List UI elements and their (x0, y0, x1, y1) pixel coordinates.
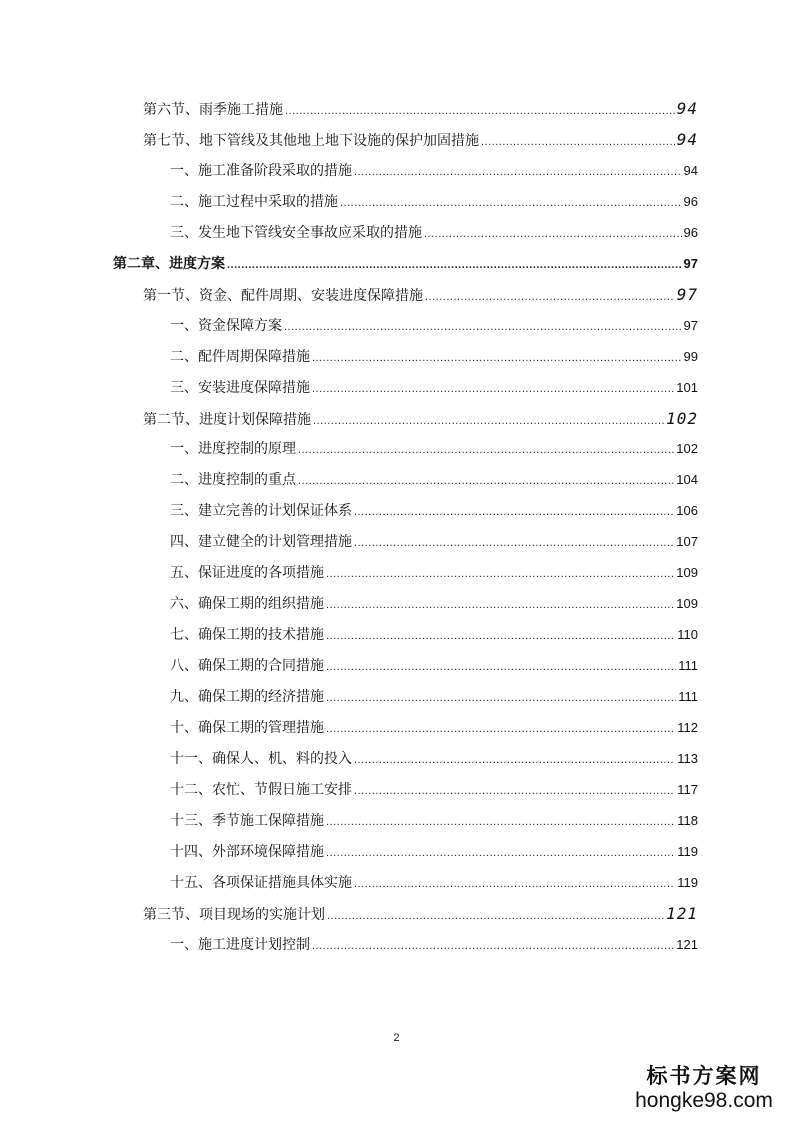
toc-entry-number: 二、 (170, 194, 198, 210)
toc-section-entry[interactable] (143, 131, 698, 151)
toc-dot-leader (326, 596, 674, 614)
toc-entry-page: 97 (683, 256, 698, 271)
toc-entry-page: 97 (676, 285, 698, 304)
toc-item-entry[interactable] (170, 533, 698, 552)
toc-entry-title: 第三节、项目现场的实施计划 (143, 907, 325, 923)
toc-entry-number: 二、 (170, 472, 198, 488)
toc-dot-leader (354, 875, 675, 893)
watermark-logo (629, 1060, 779, 1112)
toc-item-entry[interactable] (170, 626, 698, 645)
toc-entry-page: 118 (677, 813, 698, 828)
toc-entry-title: 确保工期的合同措施 (198, 658, 324, 674)
toc-entry-page: 111 (678, 658, 698, 673)
toc-entry-title: 保证进度的各项措施 (198, 565, 324, 581)
toc-entry-number: 十二、 (170, 782, 212, 798)
toc-dot-leader (313, 412, 664, 430)
toc-dot-leader (285, 102, 675, 120)
toc-entry-page: 110 (677, 627, 698, 642)
toc-entry-number: 三、 (170, 225, 198, 241)
toc-entry-number: 三、 (170, 380, 198, 396)
toc-entry-page: 109 (676, 596, 698, 611)
toc-item-entry[interactable] (170, 843, 698, 862)
toc-entry-page: 96 (683, 225, 698, 240)
toc-item-entry[interactable] (170, 812, 698, 831)
toc-dot-leader (227, 256, 682, 274)
toc-entry-page: 107 (676, 534, 698, 549)
toc-entry-page: 101 (676, 380, 698, 395)
toc-entry-title: 建立完善的计划保证体系 (198, 503, 352, 519)
toc-entry-page: 106 (676, 503, 698, 518)
toc-item-entry[interactable] (170, 224, 698, 243)
toc-item-entry[interactable] (170, 781, 698, 800)
toc-item-entry[interactable] (170, 564, 698, 583)
toc-item-entry[interactable] (170, 471, 698, 490)
toc-item-entry[interactable] (170, 719, 698, 738)
toc-entry-page: 117 (677, 782, 698, 797)
toc-dot-leader (298, 472, 674, 490)
toc-entry-number: 一、 (170, 937, 198, 953)
toc-item-entry[interactable] (170, 348, 698, 367)
toc-item-entry[interactable] (170, 874, 698, 893)
toc-dot-leader (481, 133, 675, 151)
toc-dot-leader (326, 565, 674, 583)
toc-section-entry[interactable] (143, 286, 698, 306)
toc-entry-page: 102 (666, 409, 698, 428)
watermark-brand-cn: 标书方案网 (646, 1063, 762, 1088)
toc-entry-page: 111 (678, 689, 698, 704)
toc-entry-page: 99 (683, 349, 698, 364)
toc-entry-page: 94 (676, 99, 698, 118)
toc-entry-title: 一、资金保障方案 (170, 318, 282, 334)
toc-dot-leader (326, 689, 676, 707)
toc-entry-number: 二、 (170, 349, 198, 365)
toc-dot-leader (327, 907, 664, 925)
toc-dot-leader (326, 627, 675, 645)
toc-item-entry[interactable] (170, 688, 698, 707)
toc-dot-leader (425, 288, 675, 306)
toc-entry-page: 94 (683, 163, 698, 178)
toc-entry-number: 九、 (170, 689, 198, 705)
toc-section-entry[interactable] (143, 100, 698, 120)
toc-entry-title: 施工准备阶段采取的措施 (198, 163, 352, 179)
toc-entry-number: 八、 (170, 658, 198, 674)
toc-dot-leader (340, 194, 682, 212)
toc-entry-title: 第七节、地下管线及其他地上地下设施的保护加固措施 (143, 133, 479, 149)
toc-entry-title: 季节施工保障措施 (212, 813, 324, 829)
toc-entry-title: 第一节、资金、配件周期、安装进度保障措施 (143, 288, 423, 304)
watermark-brand-url: hongke98.com (635, 1089, 773, 1112)
toc-item-entry[interactable] (170, 193, 698, 212)
toc-entry-title: 发生地下管线安全事故应采取的措施 (198, 225, 422, 241)
toc-entry-page: 102 (676, 441, 698, 456)
toc-entry-title: 外部环境保障措施 (212, 844, 324, 860)
toc-dot-leader (326, 844, 675, 862)
toc-entry-page: 121 (666, 904, 698, 923)
toc-item-entry[interactable] (170, 502, 698, 521)
toc-entry-number: 七、 (170, 627, 198, 643)
toc-dot-leader (312, 380, 674, 398)
toc-dot-leader (326, 720, 675, 738)
toc-entry-title: 确保工期的经济措施 (198, 689, 324, 705)
toc-entry-title: 进度控制的重点 (198, 472, 296, 488)
toc-dot-leader (354, 782, 675, 800)
toc-item-entry[interactable] (170, 750, 698, 769)
toc-item-entry[interactable] (170, 317, 698, 336)
toc-entry-page: 97 (683, 318, 698, 333)
toc-entry-page: 112 (677, 720, 698, 735)
toc-entry-number: 五、 (170, 565, 198, 581)
toc-dot-leader (326, 658, 676, 676)
toc-entry-title: 第二节、进度计划保障措施 (143, 412, 311, 428)
toc-entry-number: 十一、 (170, 751, 212, 767)
toc-entry-page: 104 (676, 472, 698, 487)
toc-entry-number: 十四、 (170, 844, 212, 860)
toc-chapter-entry[interactable] (113, 255, 698, 274)
toc-item-entry[interactable] (170, 440, 698, 459)
toc-item-entry[interactable] (170, 657, 698, 676)
toc-entry-title: 配件周期保障措施 (198, 349, 310, 365)
toc-entry-page: 119 (677, 875, 698, 890)
toc-entry-page: 119 (677, 844, 698, 859)
toc-dot-leader (326, 813, 675, 831)
toc-dot-leader (354, 503, 674, 521)
toc-section-entry[interactable] (143, 905, 698, 925)
toc-dot-leader (298, 441, 674, 459)
toc-dot-leader (312, 937, 674, 955)
toc-entry-title: 施工过程中采取的措施 (198, 194, 338, 210)
toc-entry-page: 113 (677, 751, 698, 766)
toc-section-entry[interactable] (143, 410, 698, 430)
toc-entry-title: 确保人、机、料的投入 (212, 751, 352, 767)
toc-entry-title: 施工进度计划控制 (198, 937, 310, 953)
toc-entry-page: 109 (676, 565, 698, 580)
toc-entry-title: 第二章、进度方案 (113, 256, 225, 272)
toc-entry-number: 一、 (170, 163, 198, 179)
toc-dot-leader (354, 751, 675, 769)
toc-entry-title: 各项保证措施具体实施 (212, 875, 352, 891)
toc-item-entry[interactable] (170, 379, 698, 398)
toc-entry-title: 安装进度保障措施 (198, 380, 310, 396)
toc-entry-title: 确保工期的技术措施 (198, 627, 324, 643)
toc-entry-number: 一、 (170, 441, 198, 457)
toc-dot-leader (284, 318, 682, 336)
toc-entry-page: 96 (683, 194, 698, 209)
toc-dot-leader (424, 225, 682, 243)
toc-dot-leader (354, 534, 674, 552)
toc-item-entry[interactable] (170, 162, 698, 181)
toc-entry-page: 94 (676, 130, 698, 149)
toc-dot-leader (312, 349, 682, 367)
toc-entry-title: 建立健全的计划管理措施 (198, 534, 352, 550)
toc-entry-title: 农忙、节假日施工安排 (212, 782, 352, 798)
toc-entry-number: 十、 (170, 720, 198, 736)
toc-entry-number: 六、 (170, 596, 198, 612)
toc-entry-title: 确保工期的管理措施 (198, 720, 324, 736)
toc-entry-number: 三、 (170, 503, 198, 519)
toc-item-entry[interactable] (170, 936, 698, 955)
toc-entry-title: 进度控制的原理 (198, 441, 296, 457)
toc-entry-number: 十三、 (170, 813, 212, 829)
toc-entry-page: 121 (676, 937, 698, 952)
toc-dot-leader (354, 163, 682, 181)
toc-item-entry[interactable] (170, 595, 698, 614)
toc-entry-number: 十五、 (170, 875, 212, 891)
page-number: 2 (393, 1032, 400, 1044)
toc-entry-title: 第六节、雨季施工措施 (143, 102, 283, 118)
toc-entry-number: 四、 (170, 534, 198, 550)
toc-entry-title: 确保工期的组织措施 (198, 596, 324, 612)
